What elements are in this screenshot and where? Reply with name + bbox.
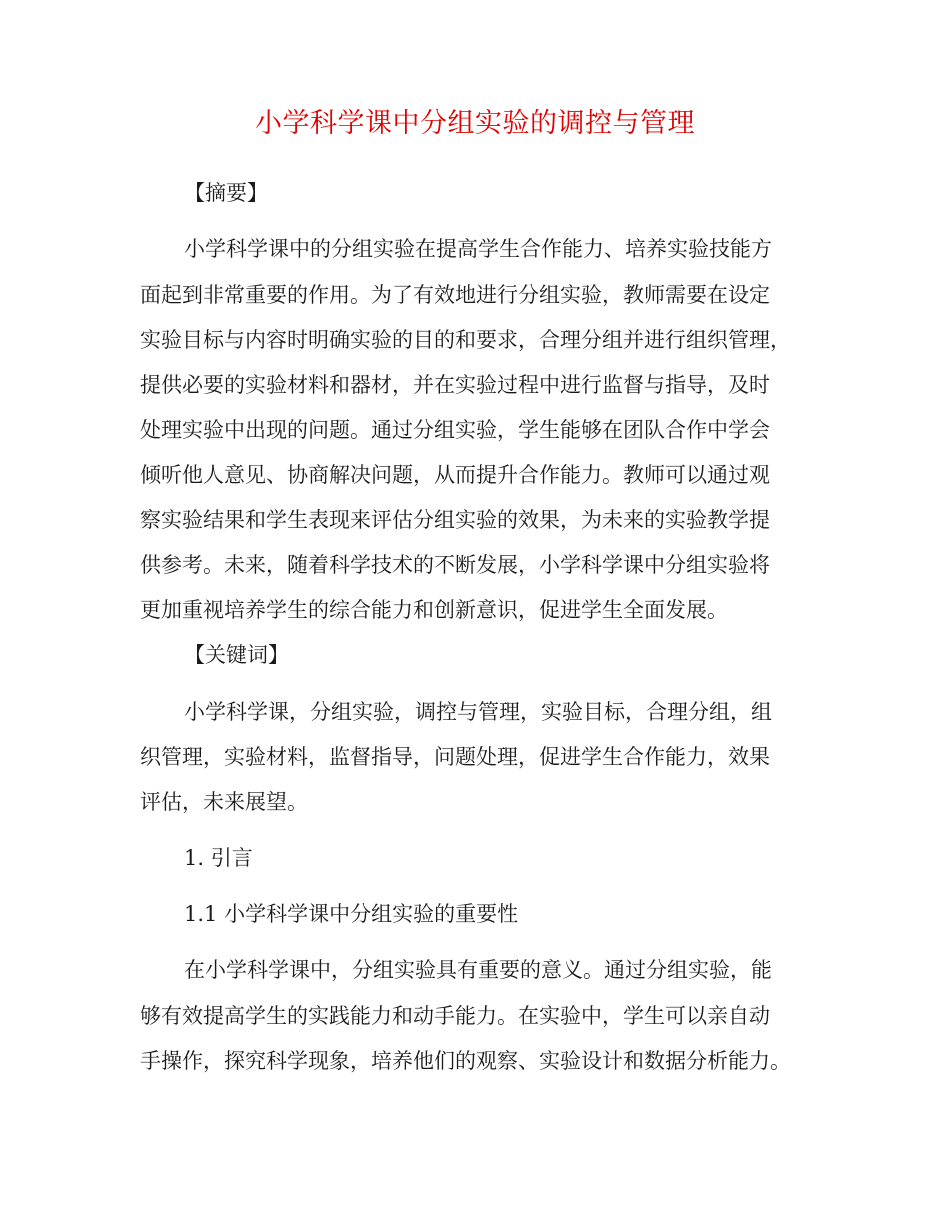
abstract-heading: 【摘要】 (184, 181, 268, 205)
abstract-line: 倾听他人意见、协商解决问题，从而提升合作能力。教师可以通过观 (140, 463, 770, 487)
paragraph-line: 够有效提高学生的实践能力和动手能力。在实验中，学生可以亲自动 (140, 1004, 770, 1028)
section-heading: 1. 引言 (184, 846, 253, 870)
paragraph-line: 手操作，探究科学现象，培养他们的观察、实验设计和数据分析能力。 (140, 1049, 791, 1073)
abstract-line: 供参考。未来，随着科学技术的不断发展，小学科学课中分组实验将 (140, 553, 770, 577)
abstract-line: 面起到非常重要的作用。为了有效地进行分组实验，教师需要在设定 (140, 283, 770, 307)
abstract-line: 更加重视培养学生的综合能力和创新意识，促进学生全面发展。 (140, 598, 728, 622)
keywords-heading: 【关键词】 (184, 643, 289, 667)
paragraph-line: 在小学科学课中，分组实验具有重要的意义。通过分组实验，能 (184, 958, 772, 982)
keywords-line: 小学科学课，分组实验，调控与管理，实验目标，合理分组，组 (184, 700, 772, 724)
subsection-heading: 1.1 小学科学课中分组实验的重要性 (184, 902, 519, 926)
abstract-line: 实验目标与内容时明确实验的目的和要求，合理分组并进行组织管理， (140, 328, 791, 352)
abstract-line: 处理实验中出现的问题。通过分组实验，学生能够在团队合作中学会 (140, 418, 770, 442)
abstract-line: 察实验结果和学生表现来评估分组实验的效果，为未来的实验教学提 (140, 508, 770, 532)
keywords-line: 评估，未来展望。 (140, 790, 308, 814)
abstract-line: 小学科学课中的分组实验在提高学生合作能力、培养实验技能方 (184, 237, 772, 261)
abstract-line: 提供必要的实验材料和器材，并在实验过程中进行监督与指导，及时 (140, 373, 770, 397)
keywords-line: 织管理，实验材料，监督指导，问题处理，促进学生合作能力，效果 (140, 745, 770, 769)
document-title: 小学科学课中分组实验的调控与管理 (255, 108, 695, 139)
